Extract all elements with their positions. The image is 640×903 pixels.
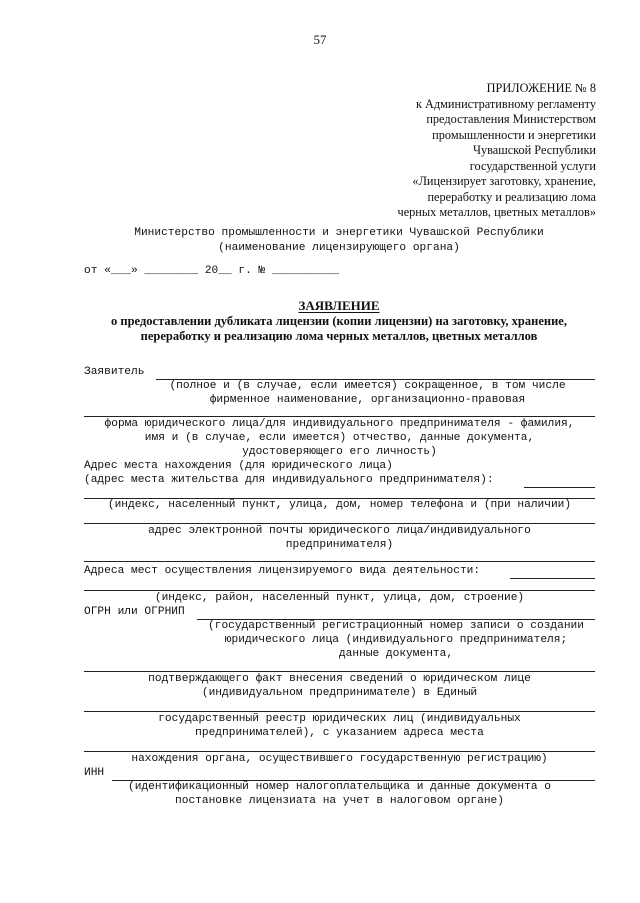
authority-block: [84, 226, 594, 256]
appendix-line: к Административному регламенту: [415, 96, 596, 111]
activity-field[interactable]: [510, 578, 595, 579]
document-heading: [84, 298, 594, 345]
document-subtitle: о предоставлении дубликата лицензии (копии лицензии) на заготовку, хранение,: [111, 313, 567, 328]
appendix-line: черных металлов, цветных металлов»: [397, 205, 596, 219]
appendix-line: «Лицензирует заготовку, хранение,: [412, 174, 596, 188]
ogrn-field[interactable]: [84, 671, 595, 672]
address-label: (адрес места жительства для индивидуального предпринимателя):: [84, 474, 494, 486]
applicant-label: Заявитель: [84, 366, 145, 378]
inn-label: ИНН: [84, 767, 105, 779]
ogrn-hint: юридического лица (индивидуального предпринимателя;: [224, 634, 568, 646]
ogrn-hint: подтверждающего факт внесения сведений о юридическом лице: [148, 673, 531, 685]
appendix-line: переработку и реализацию лома: [427, 189, 596, 204]
document-subtitle: переработку и реализацию лома черных металлов, цветных металлов: [140, 329, 538, 343]
authority-name: Министерство промышленности и энергетики Чувашской Республики: [134, 227, 544, 239]
ogrn-field[interactable]: [84, 751, 595, 752]
applicant-hint: фирменное наименование, организационно-правовая: [209, 394, 526, 406]
applicant-hint: имя и (в случае, если имеется) отчество, данные документа,: [144, 432, 535, 444]
activity-field[interactable]: [84, 561, 595, 562]
ogrn-hint: (государственный регистрационный номер записи о создании: [208, 620, 584, 632]
address-hint: (индекс, населенный пункт, улица, дом, номер телефона и (при наличии): [107, 499, 572, 511]
appendix-line: ПРИЛОЖЕНИЕ № 8: [486, 81, 596, 95]
applicant-hint: (полное и (в случае, если имеется) сокращенное, в том числе: [169, 380, 566, 392]
inn-hint: (идентификационный номер налогоплательщика и данные документа о: [128, 781, 551, 793]
appendix-line: промышленности и энергетики: [432, 127, 596, 142]
appendix-line: государственной услуги: [469, 158, 596, 173]
ogrn-hint: государственный реестр юридических лиц (индивидуальных: [158, 713, 521, 725]
applicant-field[interactable]: [84, 416, 595, 417]
address-label: Адрес места нахождения (для юридического лица): [84, 460, 393, 472]
ogrn-hint: данные документа,: [338, 648, 454, 660]
activity-field[interactable]: [84, 590, 595, 591]
ogrn-label: ОГРН или ОГРНИП: [84, 606, 185, 618]
appendix-line: Чувашской Республики: [472, 143, 596, 157]
ogrn-field[interactable]: [84, 711, 595, 712]
activity-label: Адреса мест осуществления лицензируемого вида деятельности:: [84, 565, 481, 577]
address-field[interactable]: [524, 487, 595, 488]
date-number-line[interactable]: от «___» ________ 20__ г. № __________: [84, 265, 340, 277]
email-hint: адрес электронной почты юридического лица/индивидуального: [148, 525, 531, 537]
applicant-hint: удостоверяющего его личность): [242, 446, 437, 458]
inn-hint: постановке лицензиата на учет в налоговом органе): [175, 795, 504, 807]
authority-hint: (наименование лицензирующего органа): [218, 242, 460, 254]
ogrn-hint: (индивидуальном предпринимателе) в Единый: [201, 687, 478, 699]
appendix-line: предоставления Министерством: [426, 112, 596, 126]
email-hint: предпринимателя): [285, 539, 394, 551]
email-field[interactable]: [84, 523, 595, 524]
appendix-block: [296, 81, 596, 221]
ogrn-hint: нахождения органа, осуществившего государственную регистрацию): [131, 753, 548, 765]
ogrn-hint: предпринимателей), с указанием адреса места: [195, 727, 484, 739]
document-title: ЗАЯВЛЕНИЕ: [298, 298, 380, 313]
applicant-hint: форма юридического лица/для индивидуального предпринимателя - фамилия,: [104, 418, 575, 430]
page-number: 57: [313, 32, 327, 47]
activity-hint: (индекс, район, населенный пункт, улица, дом, строение): [154, 592, 525, 604]
